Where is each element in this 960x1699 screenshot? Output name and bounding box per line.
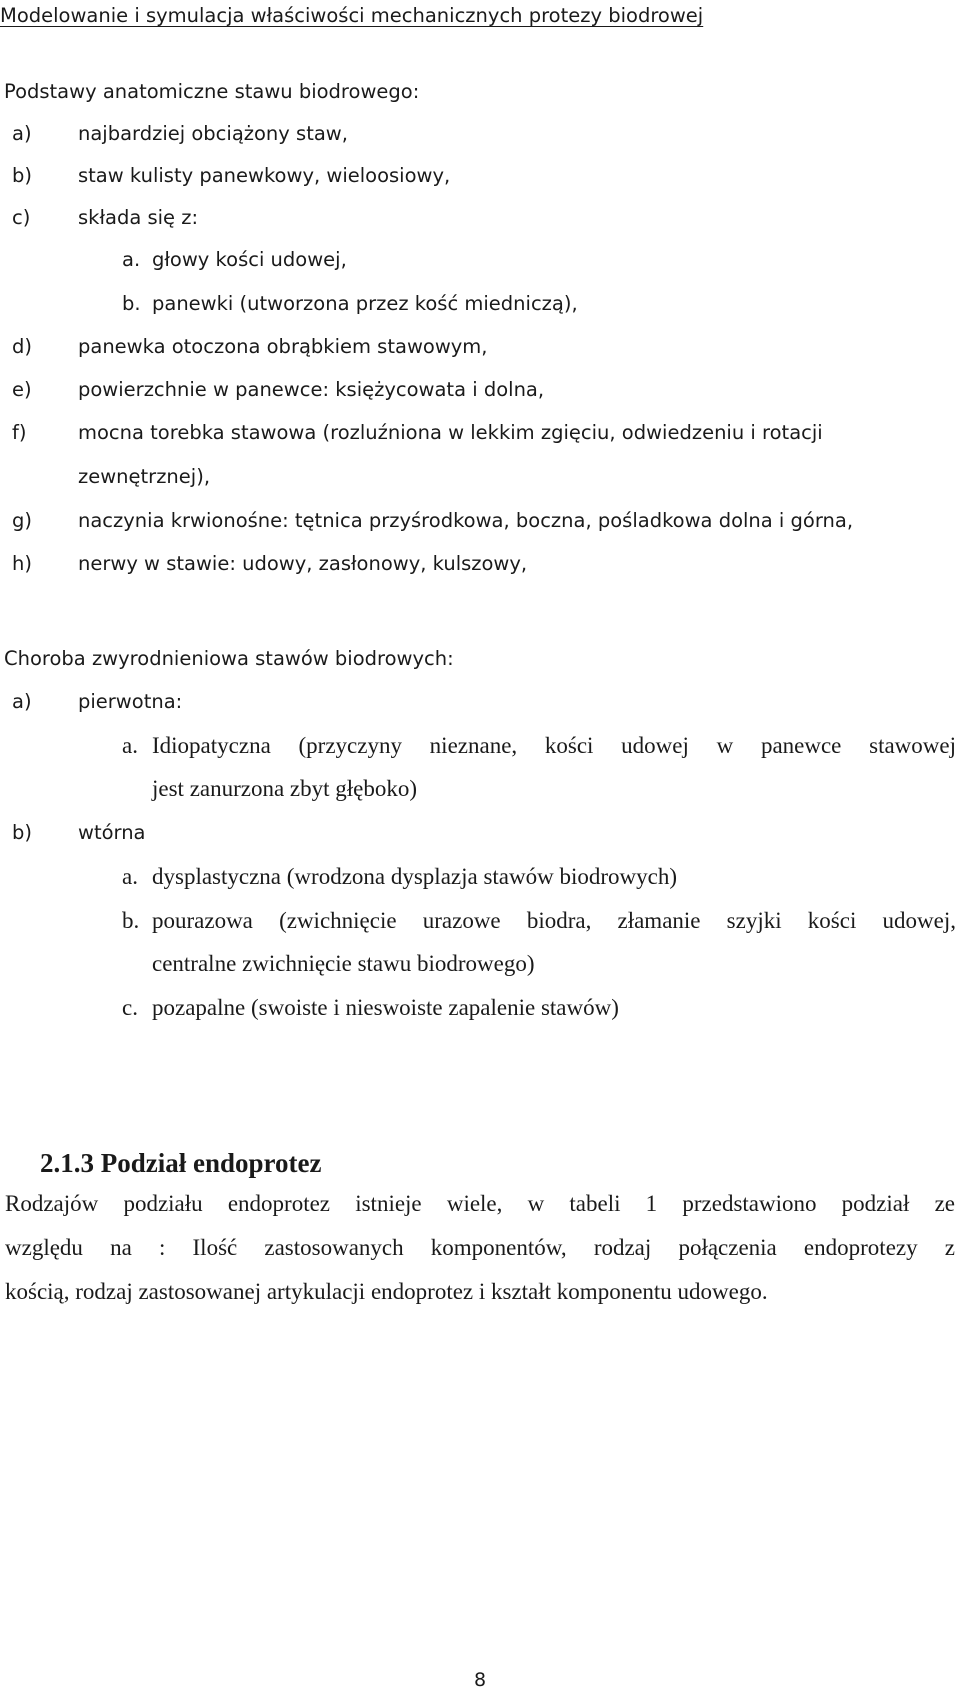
section-heading: Choroba zwyrodnieniowa stawów biodrowych: [4, 647, 454, 670]
list-text: wtórna [78, 821, 146, 844]
list-text: zewnętrznej), [78, 465, 211, 488]
list-label: b. [122, 908, 140, 933]
page-number: 8 [474, 1669, 487, 1691]
list-label: h) [12, 552, 32, 575]
list-label: c) [12, 206, 31, 229]
list-text: powierzchnie w panewce: księżycowata i dolna, [78, 378, 545, 401]
list-label: b) [12, 821, 32, 844]
list-label: d) [12, 335, 32, 358]
list-text: centralne zwichnięcie stawu biodrowego) [152, 951, 535, 976]
list-text: dysplastyczna (wrodzona dysplazja stawów biodrowych) [152, 864, 678, 889]
list-label: a) [12, 122, 32, 145]
list-text: panewka otoczona obrąbkiem stawowym, [78, 335, 488, 358]
list-text: pierwotna: [78, 690, 183, 713]
list-text: głowy kości udowej, [152, 248, 347, 271]
list-label: f) [12, 421, 27, 444]
paragraph-line: względu na : Ilość zastosowanych komponentów, rodzaj połączenia endoprotezy z [5, 1235, 955, 1260]
list-text: naczynia krwionośne: tętnica przyśrodkowa, boczna, pośladkowa dolna i górna, [78, 509, 854, 532]
paragraph-line: kością, rodzaj zastosowanej artykulacji endoprotez i kształt komponentu udowego. [5, 1279, 768, 1304]
list-text: mocna torebka stawowa (rozluźniona w lekkim zgięciu, odwiedzeniu i rotacji [78, 421, 823, 444]
list-label: a. [122, 864, 138, 889]
list-text: najbardziej obciążony staw, [78, 122, 348, 145]
list-label: a) [12, 690, 32, 713]
list-label: b) [12, 164, 32, 187]
paragraph-line: Rodzajów podziału endoprotez istnieje wiele, w tabeli 1 przedstawiono podział ze [5, 1191, 955, 1216]
list-label: a. [122, 248, 141, 271]
section-heading: Podstawy anatomiczne stawu biodrowego: [4, 80, 420, 103]
list-text: nerwy w stawie: udowy, zasłonowy, kulszowy, [78, 552, 528, 575]
list-label: e) [12, 378, 32, 401]
list-text: pozapalne (swoiste i nieswoiste zapalenie stawów) [152, 995, 619, 1020]
document-title: Modelowanie i symulacja właściwości mechanicznych protezy biodrowej [0, 4, 704, 27]
list-text: pourazowa (zwichnięcie urazowe biodra, złamanie szyjki kości udowej, [152, 908, 956, 933]
list-text: jest zanurzona zbyt głęboko) [152, 776, 418, 801]
list-text: składa się z: [78, 206, 199, 229]
section-heading-numbered: 2.1.3 Podział endoprotez [40, 1148, 322, 1178]
list-text: panewki (utworzona przez kość miedniczą), [152, 292, 578, 315]
list-label: g) [12, 509, 32, 532]
list-text: Idiopatyczna (przyczyny nieznane, kości udowej w panewce stawowej [152, 733, 956, 758]
list-label: a. [122, 733, 138, 758]
list-text: staw kulisty panewkowy, wieloosiowy, [78, 164, 451, 187]
list-label: c. [122, 995, 138, 1020]
list-label: b. [122, 292, 141, 315]
